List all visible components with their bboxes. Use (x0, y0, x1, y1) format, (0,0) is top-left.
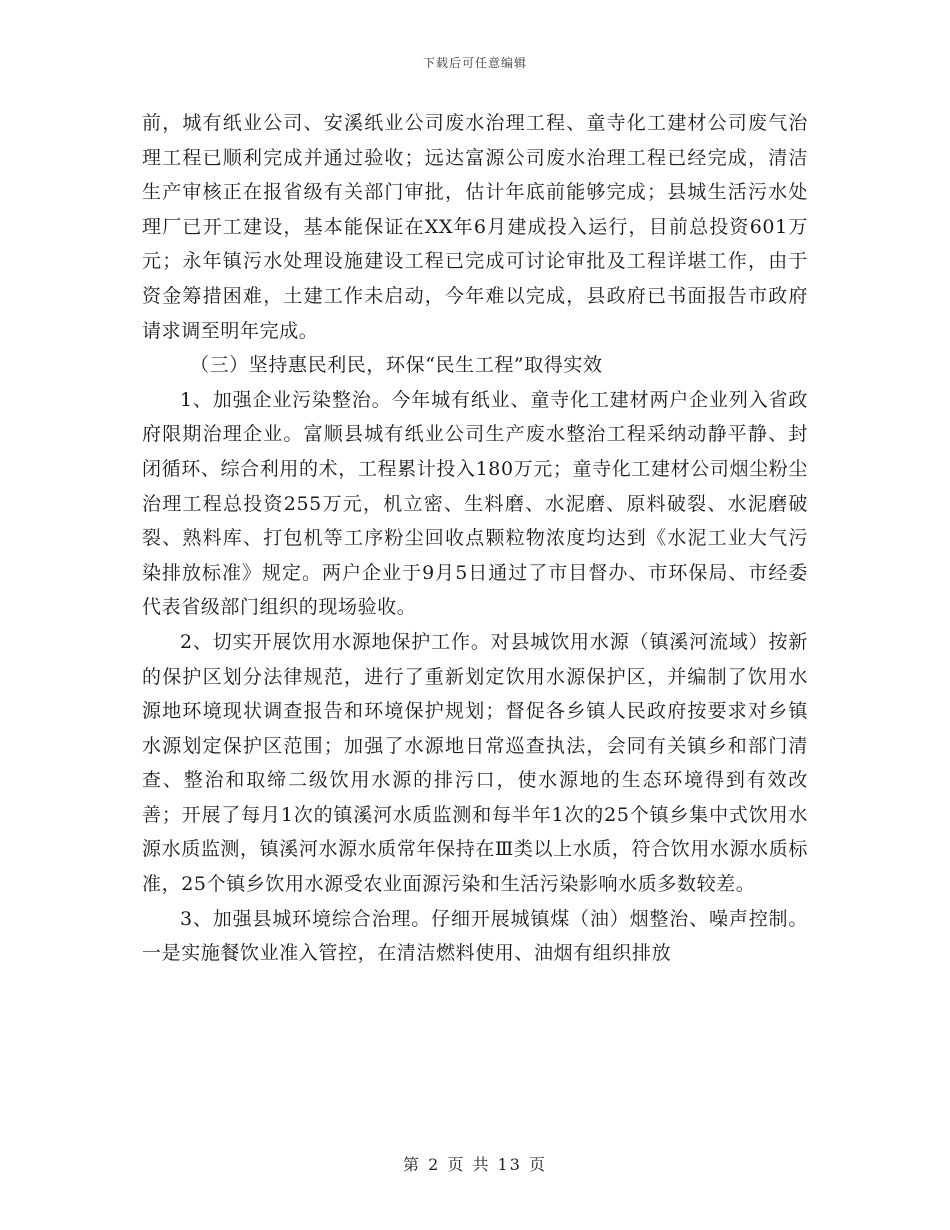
paragraph-item-2: 2、切实开展饮用水源地保护工作。对县城饮用水源（镇溪河流域）按新的保护区划分法律规范，进行了重新划定饮用水源保护区，并编制了饮用水源地环境现状调查报告和环境保护规划；督促各乡镇人民政府按要求对乡镇水源划定保护区范围；加强了水源地日常巡查执法，会同有关镇乡和部门清查、整治和取缔二级饮用水源的排污口，使水源地的生态环境得到有效改善；开展了每月1次的镇溪河水质监测和每半年1次的25个镇乡集中式饮用水源水质监测，镇溪河水源水质常年保持在Ⅲ类以上水质，符合饮用水源水质标准，25个镇乡饮用水源受农业面源污染和生活污染影响水质多数较差。 (142, 630, 808, 896)
paragraph-continuation: 前，城有纸业公司、安溪纸业公司废水治理工程、童寺化工建材公司废气治理工程已顺利完成并通过验收；远达富源公司废水治理工程已经完成，清洁生产审核正在报省级有关部门审批，估计年底前能够完成；县城生活污水处理厂已开工建设，基本能保证在XX年6月建成投入运行，目前总投资601万元；永年镇污水处理设施建设工程已完成可讨论审批及工程详堪工作，由于资金筹措困难，土建工作未启动，今年难以完成，县政府已书面报告市政府请求调至明年完成。 (142, 112, 808, 342)
paragraph-item-1: 1、加强企业污染整治。今年城有纸业、童寺化工建材两户企业列入省政府限期治理企业。富顺县城有纸业公司生产废水整治工程采纳动静平静、封闭循环、综合利用的术，工程累计投入180万元；童寺化工建材公司烟尘粉尘治理工程总投资255万元，机立密、生料磨、水泥磨、原料破裂、水泥磨破裂、熟料库、打包机等工序粉尘回收点颗粒物浓度均达到《水泥工业大气污染排放标准》规定。两户企业于9月5日通过了市目督办、市环保局、市经委代表省级部门组织的现场验收。 (142, 388, 808, 619)
paragraph-item-3: 3、加强县城环境综合治理。仔细开展城镇煤（油）烟整治、噪声控制。一是实施餐饮业准入管控，在清洁燃料使用、油烟有组织排放 (142, 907, 808, 965)
page-footer: 第 2 页 共 13 页 (403, 1155, 547, 1174)
document-body (142, 106, 808, 971)
section-heading: （三）坚持惠民利民，环保“民生工程”取得实效 (190, 354, 603, 377)
page-header: 下载后可任意编辑 (422, 56, 527, 70)
